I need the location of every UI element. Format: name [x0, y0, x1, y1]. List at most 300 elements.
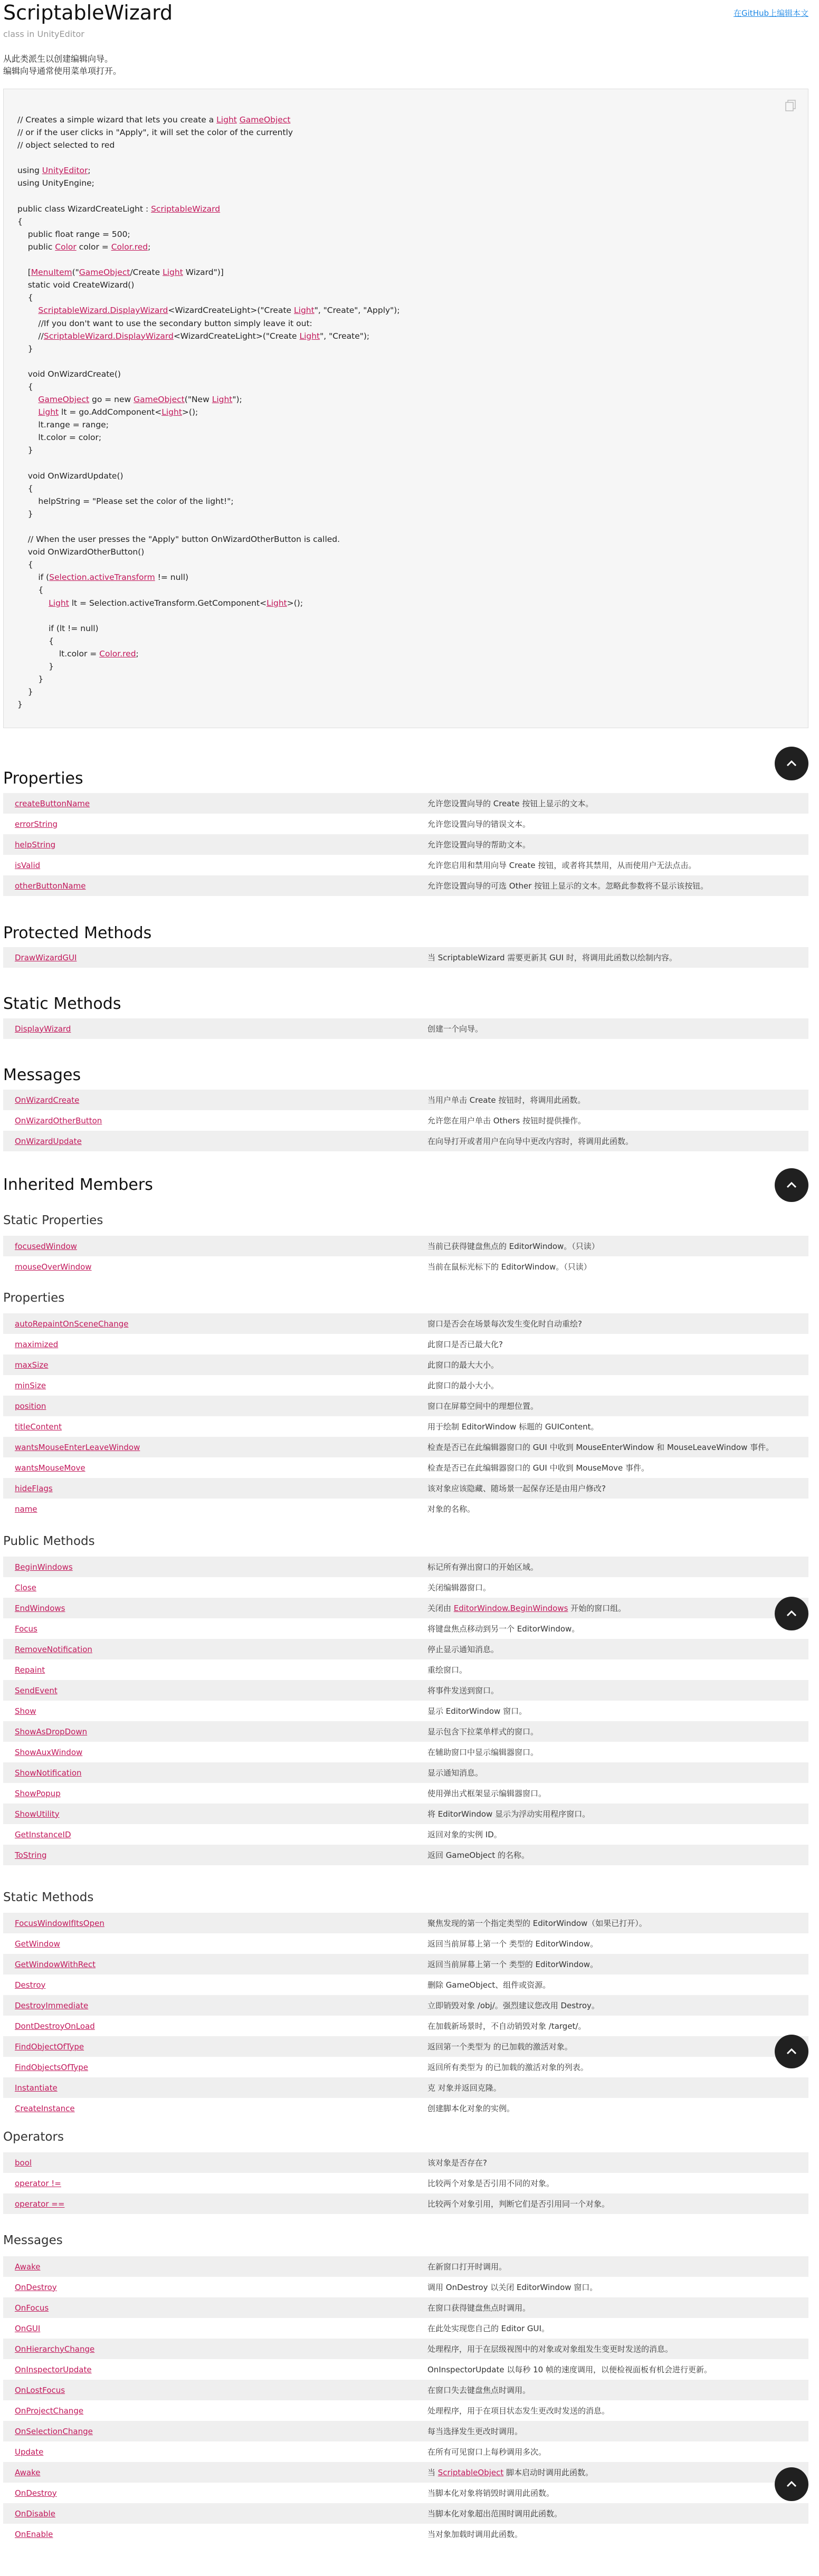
copy-icon[interactable]: [784, 99, 797, 112]
member-description: 此窗口的最小大小。: [416, 1375, 808, 1396]
code-text: ");: [232, 395, 242, 405]
table-row: [3, 1618, 808, 1639]
code-reference-link[interactable]: UnityEditor: [42, 166, 88, 176]
member-name-cell: [3, 2462, 416, 2483]
member-name-cell: [3, 834, 416, 855]
member-description: 使用弹出式框架显示编辑器窗口。: [416, 1783, 808, 1804]
member-link[interactable]: Instantiate: [15, 2083, 58, 2093]
member-description: 显示通知消息。: [416, 1762, 808, 1783]
code-reference-link[interactable]: EditorWindow.BeginWindows: [453, 1604, 568, 1613]
code-text: // When the user presses the "Apply" button OnWizardOtherButton is called.: [17, 535, 340, 545]
member-table-inherited-static-methods: [3, 1913, 808, 2119]
member-name-cell: [3, 2524, 416, 2544]
member-link[interactable]: CreateInstance: [15, 2103, 75, 2113]
member-name-cell: [3, 1995, 416, 2016]
table-row: [3, 793, 808, 814]
code-text: }: [17, 344, 33, 354]
code-example-box: [3, 89, 808, 728]
description-text: 当: [427, 2468, 438, 2477]
table-row: [3, 1334, 808, 1354]
table-row: [3, 1110, 808, 1131]
section-heading-protected-methods: Protected Methods: [3, 924, 152, 942]
chevron-up-icon: [775, 747, 808, 780]
code-text: Wizard")]: [183, 268, 224, 278]
member-description: 返回所有类型为 的已加载的激活对象的列表。: [416, 2057, 808, 2077]
member-link[interactable]: Destroy: [15, 1980, 46, 1990]
table-row: [3, 2193, 808, 2214]
member-description: 重绘窗口。: [416, 1659, 808, 1680]
member-description: 该对象应该隐藏、随场景一起保存还是由用户修改?: [416, 1478, 808, 1499]
member-link[interactable]: Update: [15, 2447, 44, 2457]
table-row: [3, 1457, 808, 1478]
member-name-cell: [3, 1824, 416, 1845]
code-reference-link[interactable]: GameObject: [38, 395, 90, 405]
code-reference-link[interactable]: Light: [299, 331, 320, 341]
member-link[interactable]: GetInstanceID: [15, 1829, 71, 1839]
code-text: helpString = "Please set the color of the light!";: [17, 496, 234, 506]
member-description: 当用户单击 Create 按钮时，将调用此函数。: [416, 1090, 808, 1110]
table-row: [3, 834, 808, 855]
code-reference-link[interactable]: ScriptableObject: [437, 2468, 504, 2477]
member-description: 返回对象的实例 ID。: [416, 1824, 808, 1845]
table-row: [3, 1913, 808, 1933]
code-reference-link[interactable]: Light: [161, 407, 182, 417]
section-heading-inherited-static-properties: Static Properties: [3, 1214, 103, 1227]
table-row: [3, 2036, 808, 2057]
member-name-cell: [3, 1396, 416, 1416]
member-link[interactable]: DrawWizardGUI: [15, 952, 77, 962]
code-text: void OnWizardCreate(): [17, 369, 121, 379]
member-link[interactable]: OnHierarchyChange: [15, 2344, 95, 2354]
member-name-cell: [3, 1018, 416, 1039]
member-name-cell: [3, 2359, 416, 2380]
member-name-cell: [3, 875, 416, 896]
member-link[interactable]: OnDestroy: [15, 2282, 57, 2292]
member-link[interactable]: OnFocus: [15, 2303, 49, 2313]
member-name-cell: [3, 1639, 416, 1659]
code-text: using UnityEngine;: [17, 178, 94, 188]
code-text: }: [17, 509, 33, 519]
table-row: [3, 1804, 808, 1824]
member-name-cell: [3, 1933, 416, 1954]
member-link[interactable]: OnWizardCreate: [15, 1095, 80, 1105]
member-description: 当前在鼠标光标下的 EditorWindow。（只读）: [416, 1256, 808, 1277]
code-text: static void CreateWizard(): [17, 280, 135, 290]
member-name-cell: [3, 1783, 416, 1804]
member-name-cell: [3, 2173, 416, 2193]
section-heading-inherited-operators: Operators: [3, 2130, 64, 2144]
member-link[interactable]: FindObjectsOfType: [15, 2062, 88, 2072]
member-table-inherited-properties: [3, 1313, 808, 1519]
member-table-inherited-messages: [3, 2256, 808, 2544]
table-row: [3, 2524, 808, 2544]
table-row: [3, 2057, 808, 2077]
member-link[interactable]: GetWindow: [15, 1939, 60, 1949]
table-row: [3, 2400, 808, 2421]
member-description: 对象的名称。: [416, 1499, 808, 1519]
member-table-inherited-operators: [3, 2152, 808, 2214]
table-row: [3, 2421, 808, 2441]
member-description: 当前已获得键盘焦点的 EditorWindow。（只读）: [416, 1236, 808, 1256]
member-link[interactable]: operator ==: [15, 2199, 65, 2209]
member-link[interactable]: otherButtonName: [15, 881, 86, 891]
member-description: 标记所有弹出窗口的开始区域。: [416, 1557, 808, 1577]
member-name-cell: [3, 1499, 416, 1519]
code-reference-link[interactable]: Color.red: [99, 648, 136, 659]
table-row: [3, 1933, 808, 1954]
section-heading-inherited-properties: Properties: [3, 1291, 65, 1305]
member-link[interactable]: Awake: [15, 2467, 41, 2477]
member-description: [416, 1598, 808, 1618]
code-text: }: [17, 700, 23, 710]
member-name-cell: [3, 2297, 416, 2318]
back-to-top-button[interactable]: [775, 1597, 808, 1630]
code-text: lt = Selection.activeTransform.GetComponent<: [69, 598, 267, 608]
member-description: 允许您设置向导的帮助文本。: [416, 834, 808, 855]
table-row: [3, 1762, 808, 1783]
member-description: 检查是否已在此编辑器窗口的 GUI 中收到 MouseEnterWindow 和 MouseLeaveWindow 事件。: [416, 1437, 808, 1457]
member-link[interactable]: maxSize: [15, 1360, 49, 1370]
table-row: [3, 1954, 808, 1974]
code-text: >();: [182, 407, 198, 417]
member-name-cell: [3, 1131, 416, 1151]
code-reference-link[interactable]: Light: [216, 115, 237, 125]
chevron-up-icon: [775, 2035, 808, 2068]
code-reference-link[interactable]: Light: [266, 598, 287, 608]
table-row: [3, 1313, 808, 1334]
member-link[interactable]: wantsMouseEnterLeaveWindow: [15, 1442, 140, 1452]
member-name-cell: [3, 2098, 416, 2119]
member-name-cell: [3, 2318, 416, 2339]
member-table-properties: [3, 793, 808, 896]
member-description: 显示 EditorWindow 窗口。: [416, 1701, 808, 1721]
code-reference-link[interactable]: GameObject: [134, 395, 185, 405]
member-link[interactable]: GetWindowWithRect: [15, 1959, 96, 1969]
member-name-cell: [3, 1313, 416, 1334]
member-description: 用于绘制 EditorWindow 标题的 GUIContent。: [416, 1416, 808, 1437]
member-link[interactable]: Focus: [15, 1624, 37, 1634]
member-link[interactable]: FocusWindowIfItsOpen: [15, 1918, 104, 1928]
member-name-cell: [3, 1618, 416, 1639]
member-link[interactable]: Repaint: [15, 1665, 45, 1675]
code-reference-link[interactable]: ScriptableWizard: [151, 204, 221, 214]
member-name-cell: [3, 1845, 416, 1865]
member-description: 当脚本化对象将销毁时调用此函数。: [416, 2483, 808, 2503]
member-link[interactable]: isValid: [15, 860, 41, 870]
code-reference-link[interactable]: MenuItem: [31, 268, 72, 278]
member-description: 聚焦发现的第一个指定类型的 EditorWindow（如果已打开）。: [416, 1913, 808, 1933]
member-name-cell: [3, 1701, 416, 1721]
member-description: 返回第一个类型为 的已加载的激活对象。: [416, 2036, 808, 2057]
table-row: [3, 2380, 808, 2400]
member-description: 创建脚本化对象的实例。: [416, 2098, 808, 2119]
member-name-cell: [3, 2016, 416, 2036]
member-link[interactable]: name: [15, 1504, 37, 1514]
code-text: <WizardCreateLight>("Create: [168, 306, 294, 316]
member-link[interactable]: RemoveNotification: [15, 1644, 92, 1654]
intro-text: [3, 53, 121, 77]
member-description: 立即销毁对象 /obj/。强烈建议您改用 Destroy。: [416, 1995, 808, 2016]
table-row: [3, 1577, 808, 1598]
code-text: {: [17, 585, 44, 595]
code-text: /Create: [130, 268, 163, 278]
code-text: color =: [76, 242, 111, 252]
member-link[interactable]: OnDestroy: [15, 2488, 57, 2498]
member-description: 在向导打开或者用户在向导中更改内容时，将调用此函数。: [416, 1131, 808, 1151]
member-name-cell: [3, 1659, 416, 1680]
member-description: 处理程序，用于在项目状态发生更改时发送的消息。: [416, 2400, 808, 2421]
member-link[interactable]: OnWizardUpdate: [15, 1136, 82, 1146]
member-link[interactable]: EndWindows: [15, 1603, 65, 1613]
member-link[interactable]: maximized: [15, 1339, 59, 1349]
code-reference-link[interactable]: Selection.activeTransform: [49, 573, 155, 583]
back-to-top-button[interactable]: [775, 1168, 808, 1202]
code-reference-link[interactable]: GameObject: [239, 115, 291, 125]
member-description: 将键盘焦点移动到另一个 EditorWindow。: [416, 1618, 808, 1639]
member-name-cell: [3, 2277, 416, 2297]
code-text: void OnWizardUpdate(): [17, 471, 123, 481]
back-to-top-button[interactable]: [775, 747, 808, 780]
member-description: 该对象是否存在?: [416, 2152, 808, 2173]
table-row: [3, 2359, 808, 2380]
member-description: 此窗口的最大大小。: [416, 1354, 808, 1375]
member-description: 允许您启用和禁用向导 Create 按钮，或者将其禁用，从而使用户无法点击。: [416, 855, 808, 875]
member-description: 允许您设置向导的 Create 按钮上显示的文本。: [416, 793, 808, 814]
member-name-cell: [3, 1913, 416, 1933]
member-description: 检查是否已在此编辑器窗口的 GUI 中收到 MouseMove 事件。: [416, 1457, 808, 1478]
member-link[interactable]: errorString: [15, 819, 58, 829]
member-name-cell: [3, 1354, 416, 1375]
table-row: [3, 1090, 808, 1110]
member-description: 在辅助窗口中显示编辑器窗口。: [416, 1742, 808, 1762]
member-name-cell: [3, 1974, 416, 1995]
table-row: [3, 1598, 808, 1618]
table-row: [3, 1845, 808, 1865]
code-text: }: [17, 674, 44, 684]
code-reference-link[interactable]: Light: [163, 268, 183, 278]
member-description: 将事件发送到窗口。: [416, 1680, 808, 1701]
section-heading-messages: Messages: [3, 1066, 81, 1084]
member-link[interactable]: OnInspectorUpdate: [15, 2364, 92, 2374]
member-description: OnInspectorUpdate 以每秒 10 帧的速度调用，以便检视面板有机会进行更新。: [416, 2359, 808, 2380]
back-to-top-button[interactable]: [775, 2467, 808, 2501]
code-text: if (lt != null): [17, 623, 99, 633]
table-row: [3, 1354, 808, 1375]
member-link[interactable]: wantsMouseMove: [15, 1463, 85, 1473]
member-description: 当 ScriptableWizard 需要更新其 GUI 时，将调用此函数以绘制内容。: [416, 947, 808, 968]
member-link[interactable]: hideFlags: [15, 1483, 53, 1493]
member-name-cell: [3, 1680, 416, 1701]
member-description: 处理程序，用于在层级视图中的对象或对象组发生变更时发送的消息。: [416, 2339, 808, 2359]
member-link[interactable]: mouseOverWindow: [15, 1262, 92, 1272]
member-link[interactable]: FindObjectOfType: [15, 2041, 84, 2052]
page-subtitle: class in UnityEditor: [3, 29, 84, 39]
member-link[interactable]: DisplayWizard: [15, 1024, 71, 1034]
member-link[interactable]: minSize: [15, 1380, 46, 1390]
member-name-cell: [3, 947, 416, 968]
code-text: != null): [155, 573, 189, 583]
member-link[interactable]: OnDisable: [15, 2508, 55, 2518]
description-text: 脚本启动时调用此函数。: [503, 2468, 594, 2477]
section-heading-inherited-public-methods: Public Methods: [3, 1534, 95, 1548]
member-name-cell: [3, 1334, 416, 1354]
member-name-cell: [3, 1090, 416, 1110]
member-description: 在所有可见窗口上每秒调用多次。: [416, 2441, 808, 2462]
member-link[interactable]: createButtonName: [15, 798, 90, 808]
member-name-cell: [3, 1236, 416, 1256]
member-link[interactable]: operator !=: [15, 2178, 61, 2188]
member-name-cell: [3, 1110, 416, 1131]
member-link[interactable]: ShowAsDropDown: [15, 1726, 88, 1737]
member-name-cell: [3, 2057, 416, 2077]
member-name-cell: [3, 2421, 416, 2441]
table-row: [3, 1478, 808, 1499]
member-name-cell: [3, 1954, 416, 1974]
chevron-up-icon: [775, 2467, 808, 2501]
table-row: [3, 1974, 808, 1995]
table-row: [3, 2152, 808, 2173]
table-row: [3, 1680, 808, 1701]
code-text: //If you don't want to use the secondary button simply leave it out:: [17, 318, 312, 328]
member-description: 创建一个向导。: [416, 1018, 808, 1039]
member-link[interactable]: ShowNotification: [15, 1768, 82, 1778]
member-link[interactable]: titleContent: [15, 1421, 62, 1432]
member-description: 关闭编辑器窗口。: [416, 1577, 808, 1598]
member-link[interactable]: OnSelectionChange: [15, 2426, 93, 2436]
member-description: 允许您在用户单击 Others 按钮时提供操作。: [416, 1110, 808, 1131]
description-text: 关闭由: [427, 1604, 454, 1613]
code-text: }: [17, 445, 33, 455]
member-table-static-methods: [3, 1018, 808, 1039]
table-row: [3, 875, 808, 896]
member-description: 删除 GameObject、组件或资源。: [416, 1974, 808, 1995]
member-description: 当对象加载时调用此函数。: [416, 2524, 808, 2544]
description-text: 开始的窗口组。: [568, 1604, 626, 1613]
member-name-cell: [3, 1598, 416, 1618]
member-description: 将 EditorWindow 显示为浮动实用程序窗口。: [416, 1804, 808, 1824]
code-reference-link[interactable]: GameObject: [79, 268, 130, 278]
table-row: [3, 2256, 808, 2277]
table-row: [3, 1701, 808, 1721]
back-to-top-button[interactable]: [775, 2035, 808, 2068]
code-reference-link[interactable]: Color.red: [111, 242, 148, 252]
page-title: ScriptableWizard: [3, 1, 173, 24]
member-link[interactable]: Awake: [15, 2262, 41, 2272]
table-row: [3, 2077, 808, 2098]
member-link[interactable]: Show: [15, 1706, 36, 1716]
table-row: [3, 1236, 808, 1256]
member-table-inherited-static-properties: [3, 1236, 808, 1277]
table-row: [3, 855, 808, 875]
table-row: [3, 1018, 808, 1039]
code-reference-link[interactable]: ScriptableWizard.DisplayWizard: [43, 331, 174, 341]
member-link[interactable]: OnProjectChange: [15, 2406, 84, 2416]
member-name-cell: [3, 1478, 416, 1499]
member-name-cell: [3, 2400, 416, 2421]
member-link[interactable]: autoRepaintOnSceneChange: [15, 1319, 129, 1329]
member-link[interactable]: OnGUI: [15, 2323, 41, 2333]
member-name-cell: [3, 1557, 416, 1577]
member-name-cell: [3, 2483, 416, 2503]
member-description: 允许您设置向导的错误文本。: [416, 814, 808, 834]
edit-on-github-link[interactable]: 在GitHub上编辑本文: [734, 8, 808, 18]
member-name-cell: [3, 2152, 416, 2173]
code-text: ("New: [184, 395, 212, 405]
member-name-cell: [3, 2339, 416, 2359]
table-row: [3, 1416, 808, 1437]
code-text: public: [17, 242, 55, 252]
member-link[interactable]: ShowPopup: [15, 1788, 61, 1798]
member-description: 在窗口获得键盘焦点时调用。: [416, 2297, 808, 2318]
member-description: 在新窗口打开时调用。: [416, 2256, 808, 2277]
table-row: [3, 2297, 808, 2318]
code-text: public float range = 500;: [17, 229, 130, 239]
member-link[interactable]: ShowUtility: [15, 1809, 60, 1819]
code-reference-link[interactable]: Light: [38, 407, 59, 417]
code-text: ;: [88, 166, 91, 176]
member-description: 每当选择发生更改时调用。: [416, 2421, 808, 2441]
member-link[interactable]: focusedWindow: [15, 1241, 77, 1251]
section-heading-static-methods: Static Methods: [3, 995, 121, 1013]
member-name-cell: [3, 2503, 416, 2524]
member-link[interactable]: Close: [15, 1582, 36, 1592]
member-link[interactable]: helpString: [15, 839, 56, 850]
member-link[interactable]: SendEvent: [15, 1685, 58, 1695]
code-reference-link[interactable]: Color: [55, 242, 77, 252]
member-name-cell: [3, 1416, 416, 1437]
member-name-cell: [3, 1437, 416, 1457]
member-link[interactable]: OnLostFocus: [15, 2385, 65, 2395]
code-text: >();: [287, 598, 303, 608]
member-name-cell: [3, 1577, 416, 1598]
member-description: 停止显示通知消息。: [416, 1639, 808, 1659]
code-text: lt = go.AddComponent<: [59, 407, 162, 417]
member-name-cell: [3, 1256, 416, 1277]
member-name-cell: [3, 1762, 416, 1783]
table-row: [3, 2277, 808, 2297]
member-link[interactable]: position: [15, 1401, 46, 1411]
code-text: {: [17, 636, 54, 646]
code-reference-link[interactable]: Light: [294, 306, 315, 316]
member-description: 比较两个对象是否引用不同的对象。: [416, 2173, 808, 2193]
code-text: }: [17, 687, 33, 697]
table-row: [3, 2098, 808, 2119]
code-reference-link[interactable]: Light: [49, 598, 69, 608]
code-text: ;: [148, 242, 151, 252]
section-heading-properties: Properties: [3, 769, 83, 788]
code-reference-link[interactable]: ScriptableWizard.DisplayWizard: [38, 306, 168, 316]
code-reference-link[interactable]: Light: [212, 395, 233, 405]
member-link[interactable]: OnWizardOtherButton: [15, 1115, 102, 1125]
member-link[interactable]: DontDestroyOnLoad: [15, 2021, 95, 2031]
member-link[interactable]: bool: [15, 2158, 32, 2168]
code-text: (": [72, 268, 79, 278]
table-row: [3, 1995, 808, 2016]
table-row: [3, 2441, 808, 2462]
member-description: 克 对象并返回克隆。: [416, 2077, 808, 2098]
table-row: [3, 2318, 808, 2339]
member-link[interactable]: BeginWindows: [15, 1562, 73, 1572]
member-description: 在此处实现您自己的 Editor GUI。: [416, 2318, 808, 2339]
member-link[interactable]: ToString: [15, 1850, 47, 1860]
member-link[interactable]: ShowAuxWindow: [15, 1747, 83, 1757]
member-description: 此窗口是否已最大化?: [416, 1334, 808, 1354]
member-link[interactable]: DestroyImmediate: [15, 2000, 89, 2010]
code-text: ", "Create");: [320, 331, 370, 341]
code-text: //: [17, 331, 44, 341]
member-link[interactable]: OnEnable: [15, 2529, 53, 2539]
code-text: [17, 407, 38, 417]
